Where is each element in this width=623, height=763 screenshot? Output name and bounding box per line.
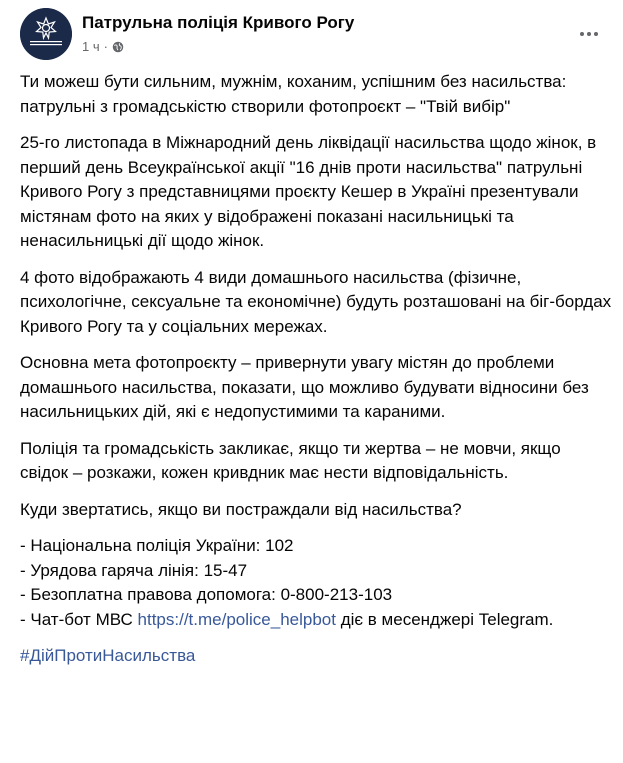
police-emblem-icon [20,8,72,60]
avatar[interactable] [20,8,72,60]
more-dot-icon [594,32,598,36]
list-item: - Національна поліція України: 102 [20,536,294,555]
page-name-link[interactable]: Патрульна поліція Кривого Рогу [82,13,355,32]
post-paragraph: Основна мета фотопроєкту – привернути увагу містян до проблеми домашнього насильства, показати, що можливо будувати відносини без насильницьких дій, які є недопустимими та караними. [20,353,589,421]
post-text [20,70,612,681]
contacts-list [20,534,612,632]
post-paragraph: Ти можеш бути сильним, мужнім, коханим, успішним без насильства: патрульні з громадськістю створили фотопроєкт – "Твій вибір" [20,72,567,116]
post-time-link[interactable]: 1 ч [82,39,100,54]
post-paragraph: 4 фото відображають 4 види домашнього насильства (фізичне, психологічне, сексуальне та економічне) будуть розташовані на біг-бордах Кривого Рогу та у соціальних мережах. [20,267,612,336]
chatbot-suffix: діє в месенджері Telegram. [335,609,554,629]
post-paragraph: Куди звертатись, якщо ви постраждали від насильства? [20,499,462,519]
post-paragraph: 25-го листопада в Міжнародний день ліквідації насильства щодо жінок, в перший день Всеукраїнської акції "16 днів проти насильства" патрульні Кривого Рогу з представницями проєкту Кешер в Україні презентували містянам фото на яких у відображені показані насильницькі та ненасильницькі дії щодо жінок. [20,133,597,250]
more-options-button[interactable] [571,16,607,52]
hashtag-link[interactable]: #ДійПротиНасильства [20,646,196,665]
chatbot-prefix: - Чат-бот МВС [20,609,138,629]
meta-separator: · [103,39,108,54]
post-paragraph: Поліція та громадськість закликає, якщо ти жертва – не мовчи, якщо свідок – розкажи, кожен кривдник має нести відповідальність. [20,438,561,482]
more-dot-icon [587,32,591,36]
more-dot-icon [580,32,584,36]
post-meta [82,39,124,54]
list-item: - Безоплатна правова допомога: 0-800-213-103 [20,585,393,604]
list-item: - Урядова гаряча лінія: 15-47 [20,560,248,580]
post-header [20,8,607,60]
list-item [20,608,612,633]
globe-icon[interactable] [112,41,124,53]
chatbot-link[interactable]: https://t.me/police_helpbot [137,609,336,629]
